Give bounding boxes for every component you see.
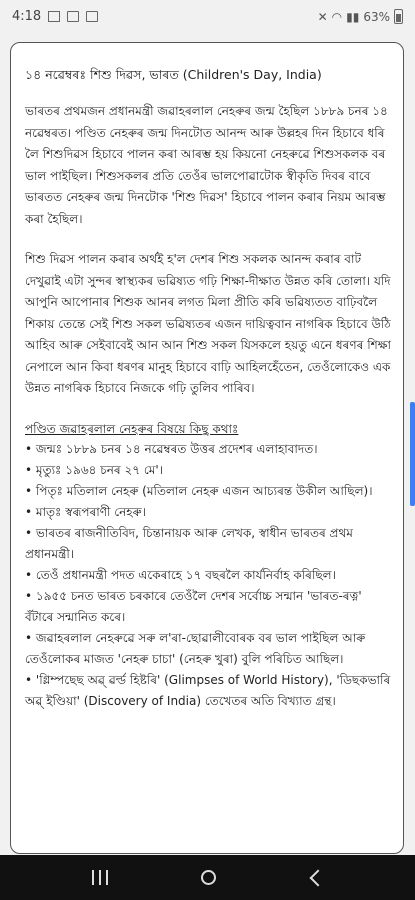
fact-item: • মৃত্যুঃ ১৯৬৪ চনৰ ২৭ মে'। (25, 460, 393, 481)
signal-icon: ▮▮ (346, 9, 360, 24)
recent-apps-button[interactable] (70, 855, 130, 900)
fact-item: • মাতৃঃ স্বৰূপৰাণী নেহৰু। (25, 502, 393, 523)
battery-icon (394, 9, 403, 24)
gallery-icon (67, 11, 79, 22)
fact-item: • তেওঁ প্ৰধানমন্ত্ৰী পদত একেৰাহে ১৭ বছৰলৈ কাৰ্যনিৰ্বাহ কৰিছিল। (25, 565, 393, 586)
fact-item: • জৱাহৰলাল নেহৰুৱে সৰু ল'ৰা-ছোৱালীবোৰক বৰ ভাল পাইছিল আৰু তেওঁলোকৰ মাজত 'নেহৰু চাচা' (নেহৰু খুৰা) বুলি পৰিচিত আছিল। (25, 628, 393, 670)
image-icon (86, 11, 98, 22)
battery-percent: 63% (363, 9, 390, 24)
mute-icon: ✕ (317, 9, 328, 24)
wifi-icon: ◠ (331, 9, 343, 24)
article-content (25, 65, 393, 712)
navigation-bar (0, 855, 415, 900)
fact-item: • ১৯৫৫ চনত ভাৰত চৰকাৰে তেওঁলৈ দেশৰ সৰ্বোচ্চ সন্মান 'ভাৰত-ৰত্ন' বঁটাৰে সন্মানিত কৰে। (25, 586, 393, 628)
scrollbar-thumb[interactable] (410, 402, 415, 506)
article-paragraph: ভাৰতৰ প্ৰথমজন প্ৰধানমন্ত্ৰী জৱাহৰলাল নেহৰুৰ জন্ম হৈছিল ১৮৮৯ চনৰ ১৪ নৱেম্বৰত। পণ্ডিত নেহৰুৰ জন্ম দিনটোত আনন্দ আৰু উল্লহৰ দিন হিচাবে ধৰি লৈ শিশুদিৱস হিচাবে পালন কৰা আৰম্ভ হয় কিয়নো নেহৰুৱে শিশুসকলক বৰ ভাল পাইছিল। শিশুসকলৰ প্ৰতি তেওঁৰ ভালপোৱাটোক স্বীকৃতি দিবৰ বাবে ভাৰতত নেহৰুৰ জন্ম দিনটোক 'শিশু দিৱস' হিচাবে পালন কৰাৰ নিয়ম আৰম্ভ কৰা হৈছিল। (25, 104, 388, 226)
message-icon (48, 11, 60, 22)
section-title: পণ্ডিত জৱাহৰলাল নেহৰুৰ বিষয়ে কিছু কথাঃ (25, 421, 239, 436)
back-icon (309, 869, 326, 886)
status-time: 4:18 (12, 9, 42, 24)
home-icon (201, 870, 216, 885)
article-paragraph: শিশু দিৱস পালন কৰাৰ অৰ্থই হ'ল দেশৰ শিশু সকলক আনন্দ কৰাৰ বাট দেখুৱাই এটা সুন্দৰ স্বাস্থ্যকৰ ভৱিষ্যত গঢ়ি শিক্ষা-দীক্ষাত উন্নত কৰি তোলা। যদি আপুনি আপোনাৰ শিশুক আনৰ লগত মিলা প্ৰীতি কৰি ভৱিষ্যতত বাঢ়িবলৈ শিকায় তেন্তে সেই শিশু সকল ভৱিষ্যতৰ এজন দায়িত্ববান নাগৰিক হিচাবে উঠি আহিব আৰু সেইবাবেই আন আন শিশু সকল যিসকলে হয়তু এনে ধৰণৰ শিক্ষা নেপালে আন কিবা ধৰণৰ মানুহ হিচাবে বাঢ়ি আহিলহেঁতেন, তেওঁলোকেও এক উন্নত নাগৰিক হিচাবে নিজকে গঢ়ি তুলিব পাৰিব। (25, 252, 391, 395)
recent-apps-icon (92, 870, 108, 885)
article-card[interactable] (10, 42, 404, 854)
home-button[interactable] (178, 855, 238, 900)
article-title: ১৪ নৱেম্বৰঃ শিশু দিৱস, ভাৰত (Children's Day, India) (25, 67, 322, 82)
back-button[interactable] (285, 855, 345, 900)
status-bar (0, 0, 415, 33)
fact-item: • জন্মঃ ১৮৮৯ চনৰ ১৪ নৱেম্বৰত উত্তৰ প্ৰদেশৰ এলাহাবাদত। (25, 439, 393, 460)
fact-item: • ভাৰতৰ ৰাজনীতিবিদ, চিন্তানায়ক আৰু লেখক, স্বাধীন ভাৰতৰ প্ৰথম প্ৰধানমন্ত্ৰী। (25, 523, 393, 565)
fact-item: • পিতৃঃ মতিলাল নেহৰু (মতিলাল নেহৰু এজন আচ্যৰন্ত উকীল আছিল)। (25, 481, 393, 502)
fact-item: • 'গ্লিম্পছেছ অৱ্ ৱৰ্ল্ড হিষ্টৰি' (Glimpses of World History), 'ডিছকভাৰি অৱ্ ইণ্ডিয়া' (Discovery of India) তেখেতৰ অতি বিখ্যাত গ্ৰন্থ। (25, 670, 393, 712)
